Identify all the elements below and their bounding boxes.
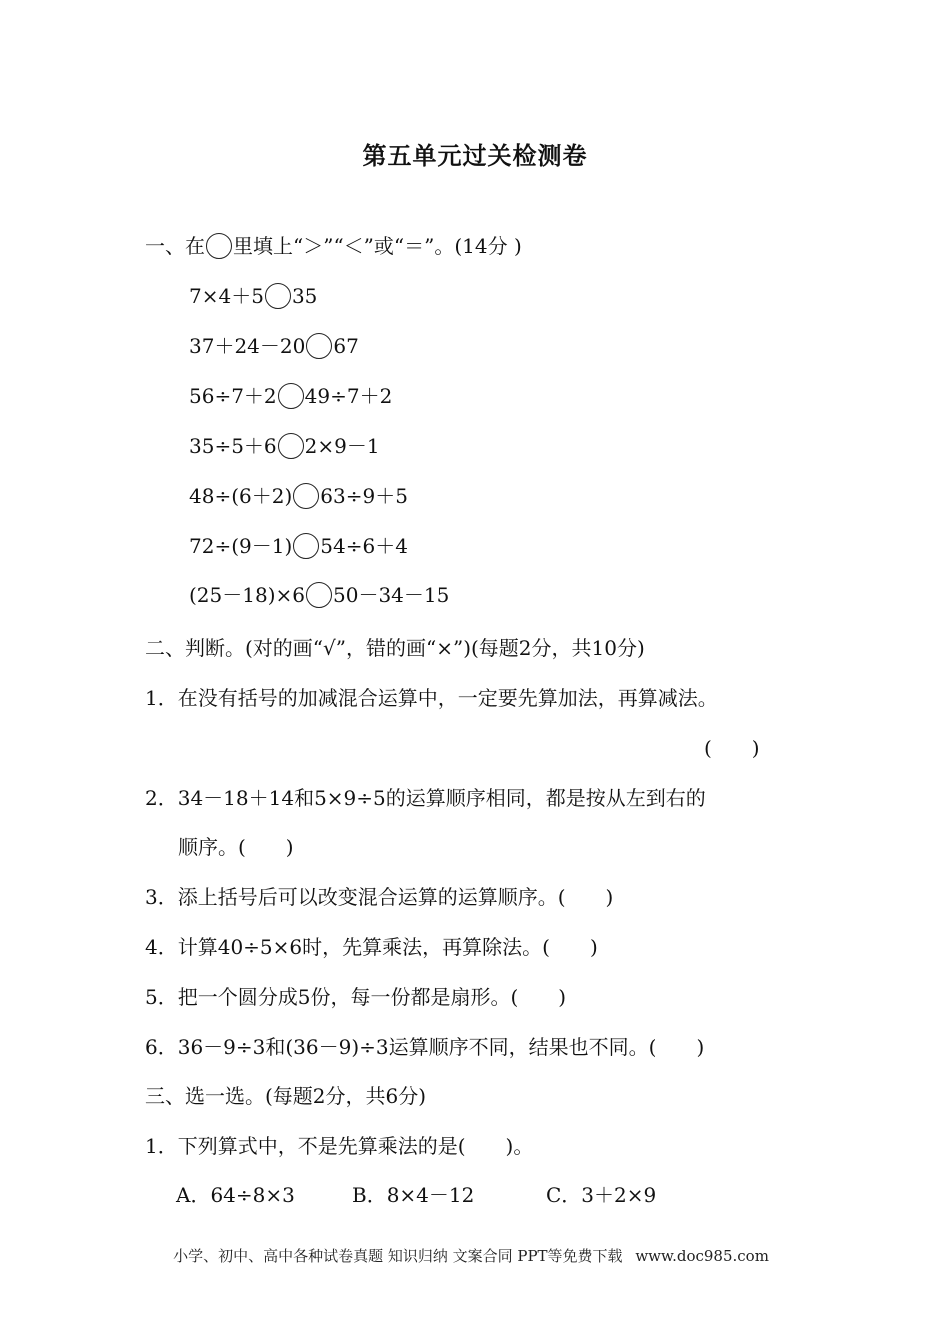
- judge-question-3: 3．添上括号后可以改变混合运算的运算顺序。( ): [145, 885, 614, 909]
- answer-circle[interactable]: [293, 483, 319, 509]
- item-right: 50－34－15: [333, 583, 450, 607]
- compare-item-2: [189, 332, 359, 360]
- item-left: 7×4＋5: [189, 284, 264, 308]
- compare-item-1: [189, 282, 317, 310]
- compare-item-3: [189, 382, 392, 410]
- choice-option-b[interactable]: B．8×4－12: [352, 1183, 475, 1207]
- answer-circle[interactable]: [278, 433, 304, 459]
- item-left: 48÷(6＋2): [189, 484, 293, 508]
- circle-icon: [206, 233, 232, 259]
- item-left: 72÷(9－1): [189, 534, 293, 558]
- item-left: 35÷5＋6: [189, 434, 277, 458]
- page-footer: [0, 1245, 950, 1266]
- judge-question-2-cont: 顺序。( ): [178, 835, 294, 859]
- choice-option-a[interactable]: A．64÷8×3: [176, 1183, 295, 1207]
- answer-circle[interactable]: [265, 283, 291, 309]
- compare-item-6: [189, 532, 408, 560]
- compare-item-5: [189, 482, 408, 510]
- section1-suffix: 里填上“＞”“＜”或“＝”。(14分 ): [233, 234, 522, 258]
- page-title: 第五单元过关检测卷: [362, 142, 588, 170]
- item-right: 49÷7＋2: [304, 384, 393, 408]
- judge-question-6: 6．36－9÷3和(36－9)÷3运算顺序不同，结果也不同。( ): [145, 1035, 705, 1059]
- section1-prefix: 一、在: [145, 234, 205, 258]
- item-right: 2×9－1: [304, 434, 380, 458]
- section3-heading: 三、选一选。(每题2分，共6分): [145, 1084, 427, 1108]
- item-right: 67: [333, 334, 359, 358]
- compare-item-4: [189, 432, 380, 460]
- judge-question-5: 5．把一个圆分成5份，每一份都是扇形。( ): [145, 985, 567, 1009]
- answer-circle[interactable]: [278, 383, 304, 409]
- item-left: 56÷7＋2: [189, 384, 277, 408]
- footer-text: 小学、初中、高中各种试卷真题 知识归纳 文案合同 PPT等免费下载: [173, 1247, 623, 1265]
- footer-url[interactable]: www.doc985.com: [635, 1247, 769, 1265]
- judge-answer-blank-1[interactable]: ( ): [704, 736, 760, 760]
- choice-question-1: 1．下列算式中，不是先算乘法的是( )。: [145, 1134, 534, 1158]
- item-left: (25－18)×6: [189, 583, 305, 607]
- compare-item-7: [189, 581, 449, 609]
- answer-circle[interactable]: [306, 582, 332, 608]
- answer-circle[interactable]: [293, 533, 319, 559]
- judge-question-2: 2．34－18＋14和5×9÷5的运算顺序相同，都是按从左到右的: [145, 786, 706, 810]
- choice-option-c[interactable]: C．3＋2×9: [546, 1183, 657, 1207]
- item-right: 63÷9＋5: [320, 484, 408, 508]
- item-left: 37＋24－20: [189, 334, 306, 358]
- answer-circle[interactable]: [306, 333, 332, 359]
- item-right: 54÷6＋4: [320, 534, 408, 558]
- judge-question-1: 1．在没有括号的加减混合运算中，一定要先算加法，再算减法。: [145, 686, 718, 710]
- judge-question-4: 4．计算40÷5×6时，先算乘法，再算除法。( ): [145, 935, 598, 959]
- section1-heading: [145, 232, 522, 260]
- section2-heading: 二、判断。(对的画“√”，错的画“×”)(每题2分，共10分): [145, 636, 645, 660]
- item-right: 35: [291, 284, 318, 308]
